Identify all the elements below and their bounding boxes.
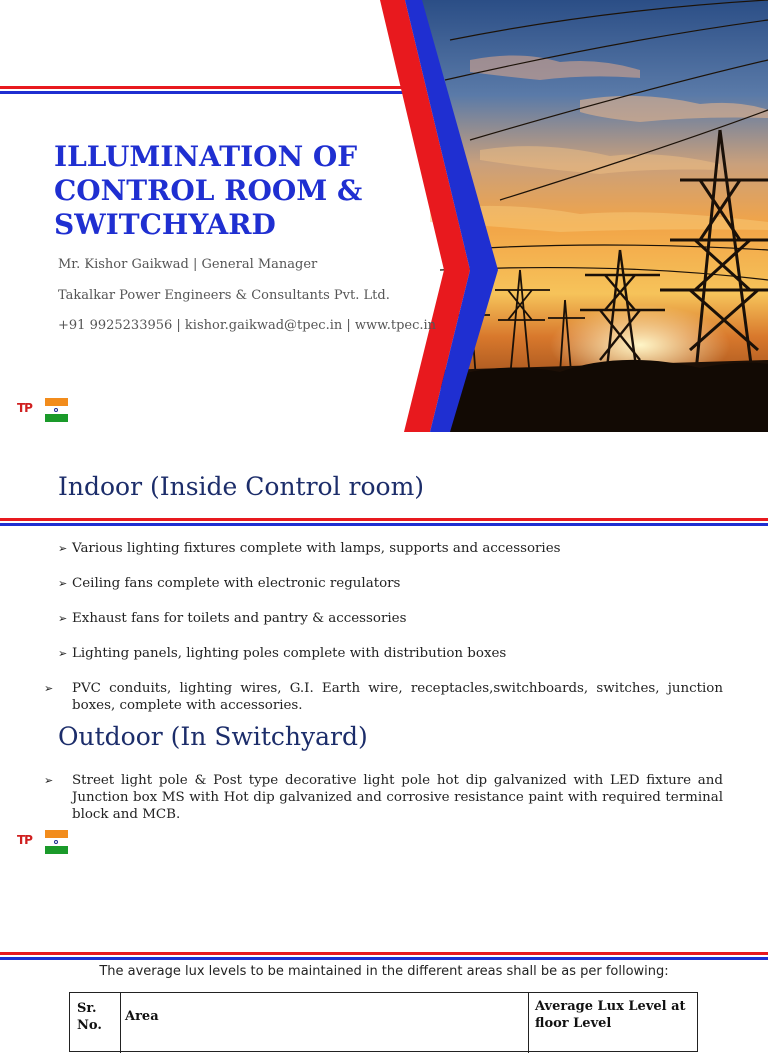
- title-line-2: CONTROL ROOM &: [54, 174, 363, 207]
- table-rule-blue: [0, 957, 768, 960]
- outdoor-heading: Outdoor (In Switchyard): [58, 722, 368, 751]
- title-slide: [0, 0, 768, 432]
- arrow-bullet-icon: ➢: [44, 774, 54, 787]
- arrow-bullet-icon: ➢: [44, 682, 54, 695]
- company-line: Takalkar Power Engineers & Consultants Pvt. Ltd.: [58, 288, 390, 303]
- arrow-bullet-icon: ➢: [58, 542, 68, 555]
- content-slide: [0, 432, 768, 944]
- indoor-item-3: ➢ Exhaust fans for toilets and pantry & accessories: [58, 611, 407, 626]
- indoor-rule-red: [0, 518, 768, 521]
- india-flag-icon: [45, 398, 68, 422]
- outdoor-item-1: ➢ Street light pole & Post type decorative light pole hot dip galvanized with LED fixture and Junction box MS with Hot dip galvanized and corrosive resistance paint with required terminal block and MCB.: [44, 773, 723, 822]
- indoor-rule-blue: [0, 523, 768, 526]
- slide-title: [54, 140, 414, 242]
- header-rule-blue: [0, 91, 410, 94]
- company-logo: [17, 830, 69, 856]
- header-area: Area: [121, 993, 529, 1053]
- header-lux-level: Average Lux Level at floor Level: [535, 999, 686, 1031]
- arrow-bullet-icon: ➢: [58, 577, 68, 590]
- indoor-item-5: ➢ PVC conduits, lighting wires, G.I. Earth wire, receptacles,switchboards, switches, junction boxes, complete with accessories.: [44, 681, 723, 713]
- arrow-bullet-icon: ➢: [58, 612, 68, 625]
- indoor-item-4: ➢ Lighting panels, lighting poles complete with distribution boxes: [58, 646, 507, 661]
- title-line-3: SWITCHYARD: [54, 208, 276, 241]
- header-rule-red: [0, 86, 410, 89]
- indoor-heading: Indoor (Inside Control room): [58, 472, 425, 501]
- contact-line: +91 9925233956 | kishor.gaikwad@tpec.in | www.tpec.in: [58, 318, 437, 333]
- lux-table-slide: [0, 944, 768, 1033]
- lux-intro-text: The average lux levels to be maintained in the different areas shall be as per following:: [99, 964, 669, 979]
- logo-text: TP: [17, 833, 32, 847]
- indoor-item-1: ➢ Various lighting fixtures complete with lamps, supports and accessories: [58, 541, 561, 556]
- company-logo: [17, 398, 69, 424]
- arrow-bullet-icon: ➢: [58, 647, 68, 660]
- presenter-line: Mr. Kishor Gaikwad | General Manager: [58, 257, 318, 272]
- title-line-1: ILLUMINATION OF: [54, 140, 358, 173]
- india-flag-icon: [45, 830, 68, 854]
- lux-table: [69, 992, 698, 1052]
- table-rule-red: [0, 952, 768, 955]
- logo-text: TP: [17, 401, 32, 415]
- indoor-item-2: ➢ Ceiling fans complete with electronic regulators: [58, 576, 401, 591]
- header-sr-no: Sr. No.: [70, 993, 121, 1053]
